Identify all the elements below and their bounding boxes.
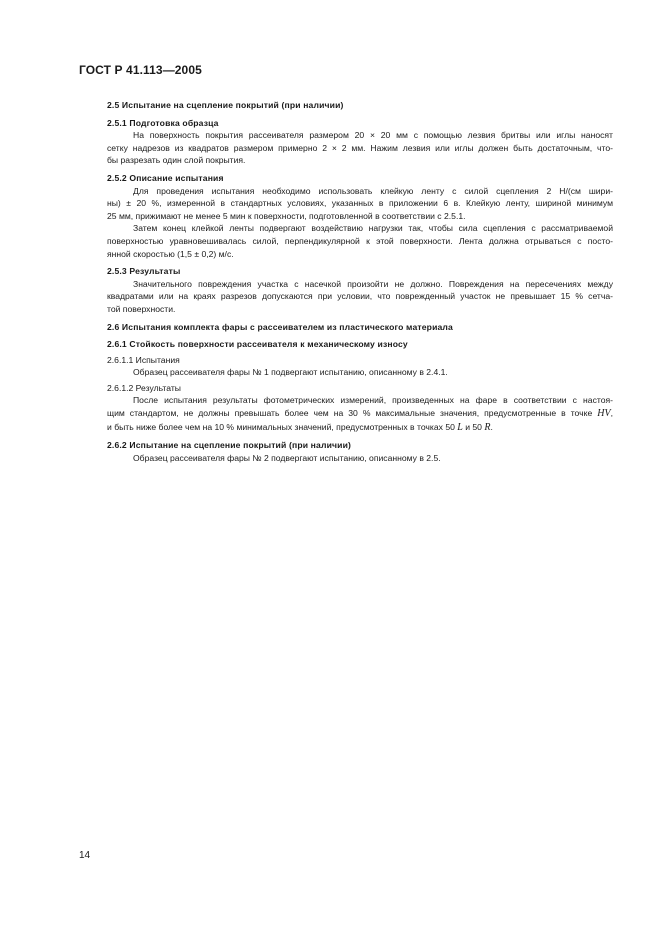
text-span: щим стандартом, не должны превышать более чем на 30 % максимальные значения, предусмотренные в точке [107,408,593,419]
text-line: 25 мм, прижимают не менее 5 мин к поверхности, подготовленной в соответствии с 2.5.1. [107,210,466,221]
section-2-5-3-paragraph [81,278,613,316]
point-hv: HV [597,408,611,420]
text-line: бы разрезать один слой покрытия. [107,155,246,166]
section-2-5-1-paragraph [81,129,613,167]
text-line: той поверхности. [107,303,176,314]
section-2-6-1-2-heading: 2.6.1.2 Результаты [107,382,181,393]
text-line: ны) ± 20 %, измеренной в стандартных условиях, указанных в приложении 6 в. Клейкую ленту, шириной минимум [107,198,613,209]
section-2-6-1-1-heading: 2.6.1.1 Испытания [107,354,180,365]
section-2-6-1-2-paragraph [81,394,613,434]
text-span: и 50 [465,421,482,432]
section-2-5-2-paragraph-1 [81,185,613,223]
text-line: поверхностью уравновешивалась силой, перпендикулярной к этой поверхности. Лента должна отрываться с посто- [107,235,613,246]
text-line [81,421,613,435]
section-2-5-1-heading: 2.5.1 Подготовка образца [107,117,219,128]
text-line: После испытания результаты фотометрических измерений, произведенных на фаре в соответствии с настоя- [133,395,613,406]
point-l: L [457,421,463,433]
text-line: На поверхность покрытия рассеивателя размером 20 × 20 мм с помощью лезвия бритвы или иглы наносят [133,130,613,141]
section-2-6-2-paragraph [81,452,613,465]
text-line: сетку надрезов из квадратов размером примерно 2 × 2 мм. Нажим лезвия или иглы должен быть достаточным, что- [107,142,613,153]
document-header: ГОСТ Р 41.113—2005 [79,63,202,77]
text-span: и быть ниже более чем на 10 % минимальных значений, предусмотренных в точках 50 [107,421,455,432]
section-2-6-1-1-paragraph [81,366,613,379]
section-2-5-heading: 2.5 Испытание на сцепление покрытий (при наличии) [107,100,344,110]
section-2-6-2-heading: 2.6.2 Испытание на сцепление покрытий (при наличии) [107,440,352,451]
section-2-5-3-heading: 2.5.3 Результаты [107,266,181,277]
point-r: R [484,421,491,433]
section-2-6-1-heading: 2.6.1 Стойкость поверхности рассеивателя к механическому износу [107,339,408,350]
text-line: Образец рассеивателя фары № 2 подвергают испытанию, описанному в 2.5. [133,452,441,463]
document-body [81,99,613,464]
text-line [81,407,613,421]
text-line: Затем конец клейкой ленты подвергают воздействию нагрузки так, чтобы сила сцепления с рассматриваемой [133,223,613,234]
text-line: Для проведения испытания необходимо использовать клейкую ленту с силой сцепления 2 Н/(см шири- [133,185,613,196]
section-2-6-heading: 2.6 Испытания комплекта фары с рассеивателем из пластического материала [107,321,453,332]
text-line: янной скоростью (1,5 ± 0,2) м/с. [107,248,234,259]
section-2-5-2-heading: 2.5.2 Описание испытания [107,172,224,183]
section-2-5-2-paragraph-2 [81,222,613,260]
text-span: . [490,421,493,432]
text-line: квадратами или на краях разрезов допускаются при условии, что поврежденный участок не превышает 15 % сетча- [107,291,613,302]
text-span: , [610,408,613,419]
text-line: Образец рассеивателя фары № 1 подвергают испытанию, описанному в 2.4.1. [133,367,448,378]
text-line: Значительного повреждения участка с насечкой произойти не должно. Повреждения на пересечениях между [133,278,613,289]
page-number: 14 [79,850,91,861]
